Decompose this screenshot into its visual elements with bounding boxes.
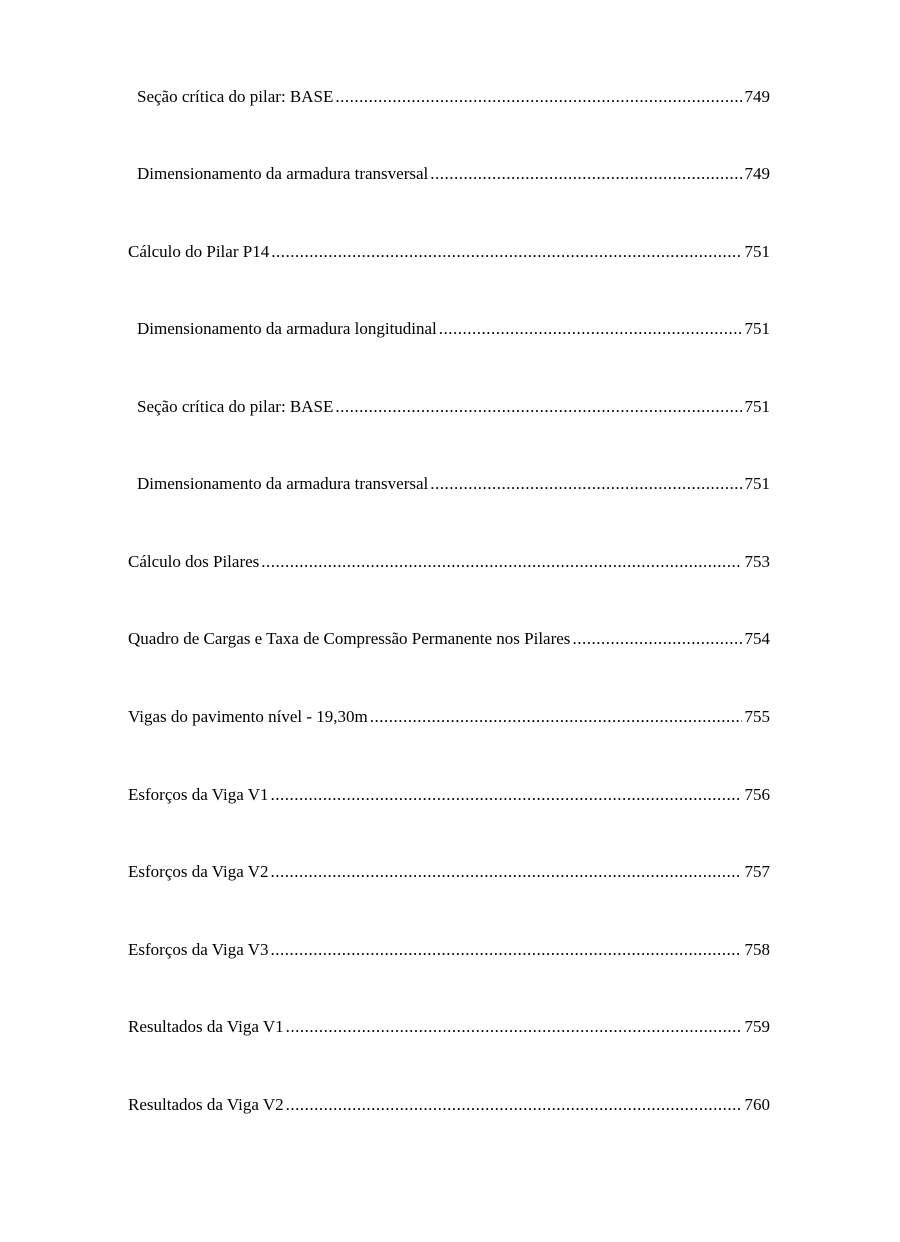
- toc-entry-title: Esforços da Viga V2: [128, 862, 269, 881]
- toc-page-number: 754: [744, 629, 770, 648]
- toc-entry[interactable]: [137, 163, 770, 185]
- toc-page-number: 751: [744, 397, 770, 416]
- toc-entry[interactable]: [128, 1094, 770, 1116]
- toc-entry[interactable]: [128, 1016, 770, 1038]
- toc-page-number: 753: [744, 552, 770, 571]
- toc-entry-title: Resultados da Viga V2: [128, 1095, 284, 1114]
- toc-entry-title: Dimensionamento da armadura longitudinal: [137, 319, 437, 338]
- toc-page-number: 749: [744, 164, 770, 183]
- toc-dot-leader: [430, 473, 741, 495]
- toc-entry[interactable]: [128, 706, 770, 728]
- toc-page-number: 751: [744, 319, 770, 338]
- toc-entry-title: Quadro de Cargas e Taxa de Compressão Permanente nos Pilares: [128, 629, 571, 648]
- toc-entry-title: Resultados da Viga V1: [128, 1017, 284, 1036]
- toc-entry[interactable]: [128, 241, 770, 263]
- toc-page-number: 751: [744, 242, 770, 261]
- toc-page-number: 757: [744, 862, 770, 881]
- toc-entry[interactable]: [137, 318, 770, 340]
- toc-dot-leader: [335, 396, 741, 418]
- toc-entry[interactable]: [128, 939, 770, 961]
- toc-entry[interactable]: [128, 551, 770, 573]
- toc-dot-leader: [270, 861, 741, 883]
- toc-page-number: 760: [744, 1095, 770, 1114]
- toc-dot-leader: [286, 1094, 742, 1116]
- toc-entry[interactable]: [137, 396, 770, 418]
- toc-page-number: 751: [744, 474, 770, 493]
- toc-page-number: 758: [744, 940, 770, 959]
- toc-entry[interactable]: [137, 86, 770, 108]
- toc-entry-title: Cálculo dos Pilares: [128, 552, 260, 571]
- toc-entry[interactable]: [128, 628, 770, 650]
- toc-dot-leader: [286, 1016, 742, 1038]
- toc-entry-title: Seção crítica do pilar: BASE: [137, 397, 334, 416]
- toc-dot-leader: [271, 241, 741, 263]
- toc-page-number: 755: [744, 707, 770, 726]
- toc-entry-title: Cálculo do Pilar P14: [128, 242, 270, 261]
- toc-entry-title: Esforços da Viga V3: [128, 940, 269, 959]
- toc-entry-title: Dimensionamento da armadura transversal: [137, 164, 429, 183]
- toc-dot-leader: [270, 784, 741, 806]
- toc-entry[interactable]: [128, 861, 770, 883]
- toc-page-number: 759: [744, 1017, 770, 1036]
- toc-dot-leader: [270, 939, 741, 961]
- toc-dot-leader: [370, 706, 742, 728]
- toc-dot-leader: [439, 318, 742, 340]
- toc-entry[interactable]: [137, 473, 770, 495]
- toc-entry-title: Dimensionamento da armadura transversal: [137, 474, 429, 493]
- toc-entry-title: Esforços da Viga V1: [128, 785, 269, 804]
- toc-dot-leader: [572, 628, 741, 650]
- toc-page-number: 756: [744, 785, 770, 804]
- toc-entry-title: Vigas do pavimento nível - 19,30m: [128, 707, 368, 726]
- toc-dot-leader: [335, 86, 741, 108]
- toc-dot-leader: [261, 551, 741, 573]
- toc-entry[interactable]: [128, 784, 770, 806]
- toc-dot-leader: [430, 163, 741, 185]
- toc-page-number: 749: [744, 87, 770, 106]
- toc-entry-title: Seção crítica do pilar: BASE: [137, 87, 334, 106]
